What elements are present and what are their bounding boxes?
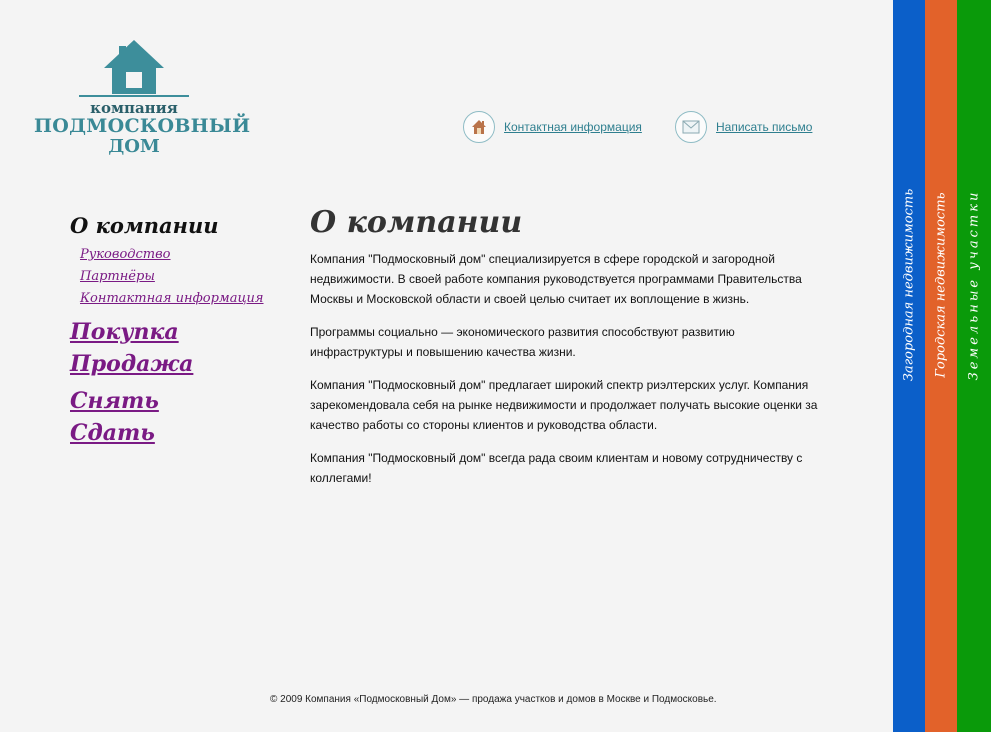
- side-tab-country-realty[interactable]: [893, 0, 925, 732]
- footer-copyright: © 2009 Компания «Подмосковный Дом» — продажа участков и домов в Москве и Подмосковье.: [270, 694, 717, 705]
- nav-item-management[interactable]: Руководство: [80, 247, 171, 262]
- write-link-group[interactable]: [675, 111, 812, 143]
- nav-item-partners[interactable]: Партнёры: [80, 269, 155, 284]
- page-title: О компании: [310, 205, 523, 240]
- nav-item-sell[interactable]: Продажа: [70, 351, 194, 377]
- paragraph-4: Компания "Подмосковный дом" всегда рада своим клиентам и новому сотрудничеству с коллегами!: [310, 451, 803, 485]
- home-icon[interactable]: [463, 111, 495, 143]
- side-tab-label: Загородная недвижимость: [901, 188, 917, 382]
- side-tab-label: Городская недвижимость: [933, 192, 949, 378]
- main-content: [310, 203, 830, 501]
- side-tab-city-realty[interactable]: [925, 0, 957, 732]
- nav-item-buy[interactable]: Покупка: [70, 319, 179, 345]
- house-logo-icon: [74, 38, 194, 100]
- nav-item-let[interactable]: Сдать: [70, 420, 155, 446]
- left-navigation: [70, 210, 290, 449]
- logo-line-name: ПОДМОСКОВНЫЙ: [34, 115, 251, 137]
- logo-line-house: ДОМ: [108, 136, 160, 157]
- paragraph-2: Программы социально — экономического развития способствуют развитию инфраструктуры и повышению качества жизни.: [310, 325, 735, 359]
- envelope-icon[interactable]: [675, 111, 707, 143]
- nav-sub-list: [80, 244, 290, 310]
- paragraph-1: Компания "Подмосковный дом" специализируется в сфере городской и загородной недвижимости. В своей работе компания руководствуется программами Правительства Москвы и Московской области и своей целью считает их воплощение в жизнь.: [310, 252, 802, 306]
- company-logo[interactable]: [34, 38, 251, 157]
- paragraph-3: Компания "Подмосковный дом" предлагает широкий спектр риэлтерских услуг. Компания зарекомендовала себя на рынке недвижимости и продолжает получать высокие оценки за качество работы со стороны клиентов и руководства области.: [310, 378, 818, 432]
- logo-line-company: компания: [90, 99, 178, 117]
- contact-info-link[interactable]: Контактная информация: [504, 120, 642, 134]
- nav-item-contact-info[interactable]: Контактная информация: [80, 291, 264, 306]
- nav-item-rent[interactable]: Снять: [70, 388, 159, 414]
- write-letter-link[interactable]: Написать письмо: [716, 120, 813, 134]
- nav-section-title: О компании: [70, 213, 219, 238]
- side-tab-land-plots[interactable]: [957, 0, 991, 732]
- contact-link-group[interactable]: [463, 111, 642, 143]
- side-tab-label: Земельные участки: [966, 189, 982, 381]
